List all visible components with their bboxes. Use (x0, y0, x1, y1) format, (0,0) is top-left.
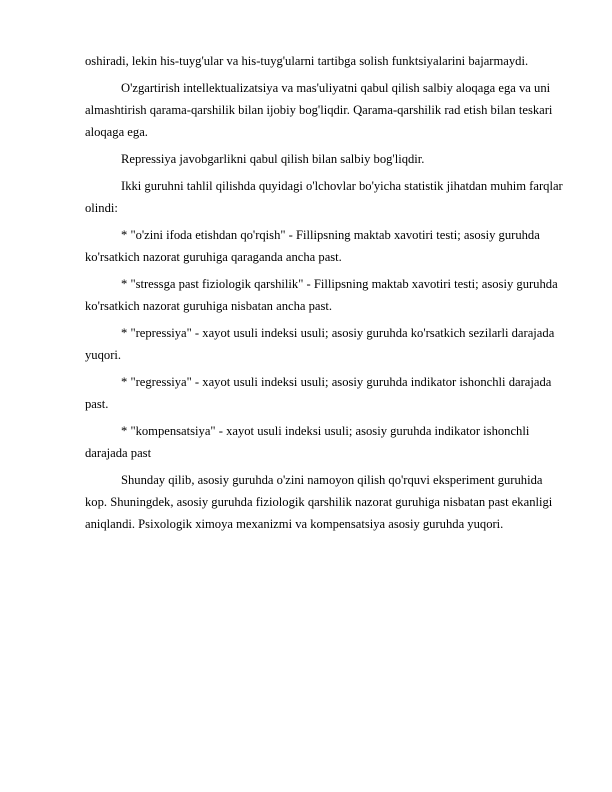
list-item-compensation: * "kompensatsiya" - xayot usuli indeksi usuli; asosiy guruhda indikator ishonchli darajada past (85, 424, 530, 460)
list-item-repression: * "repressiya" - xayot usuli indeksi usuli; asosiy guruhda ko'rsatkich sezilarli darajada yuqori. (85, 326, 555, 362)
paragraph-conclusion: Shunday qilib, asosiy guruhda o'zini namoyon qilish qo'rquvi eksperiment guruhida kop. Shuningdek, asosiy guruhda fiziologik qarshilik nazorat guruhiga nisbatan past ekanligi aniqlandi. Psixologik ximoya mexanizmi va kompensatsiya asosiy guruhda yuqori. (85, 473, 553, 531)
list-item-fear-of-expression: * "o'zini ifoda etishdan qo'rqish" - Fillipsning maktab xavotiri testi; asosiy guruhda ko'rsatkich nazorat guruhiga qaraganda ancha past. (85, 228, 540, 264)
paragraph-transformation: O'zgartirish intellektualizatsiya va mas'uliyatni qabul qilish salbiy aloqaga ega va uni almashtirish qarama-qarshilik bilan ijobiy bog'liqdir. Qarama-qarshilik rad etish bilan teskari aloqaga ega. (85, 81, 553, 139)
list-item-stress-resistance: * "stressga past fiziologik qarshilik" - Fillipsning maktab xavotiri testi; asosiy guruhda ko'rsatkich nazorat guruhiga nisbatan ancha past. (85, 277, 558, 313)
paragraph-continuation: oshiradi, lekin his-tuyg'ular va his-tuyg'ularni tartibga solish funktsiyalarini bajarmaydi. (85, 54, 529, 68)
list-item-regression: * "regressiya" - xayot usuli indeksi usuli; asosiy guruhda indikator ishonchli darajada past. (85, 375, 552, 411)
paragraph-repression: Repressiya javobgarlikni qabul qilish bilan salbiy bog'liqdir. (121, 152, 425, 166)
document-page (85, 50, 565, 540)
paragraph-two-group-analysis: Ikki guruhni tahlil qilishda quyidagi o'lchovlar bo'yicha statistik jihatdan muhim farqlar olindi: (85, 179, 563, 215)
